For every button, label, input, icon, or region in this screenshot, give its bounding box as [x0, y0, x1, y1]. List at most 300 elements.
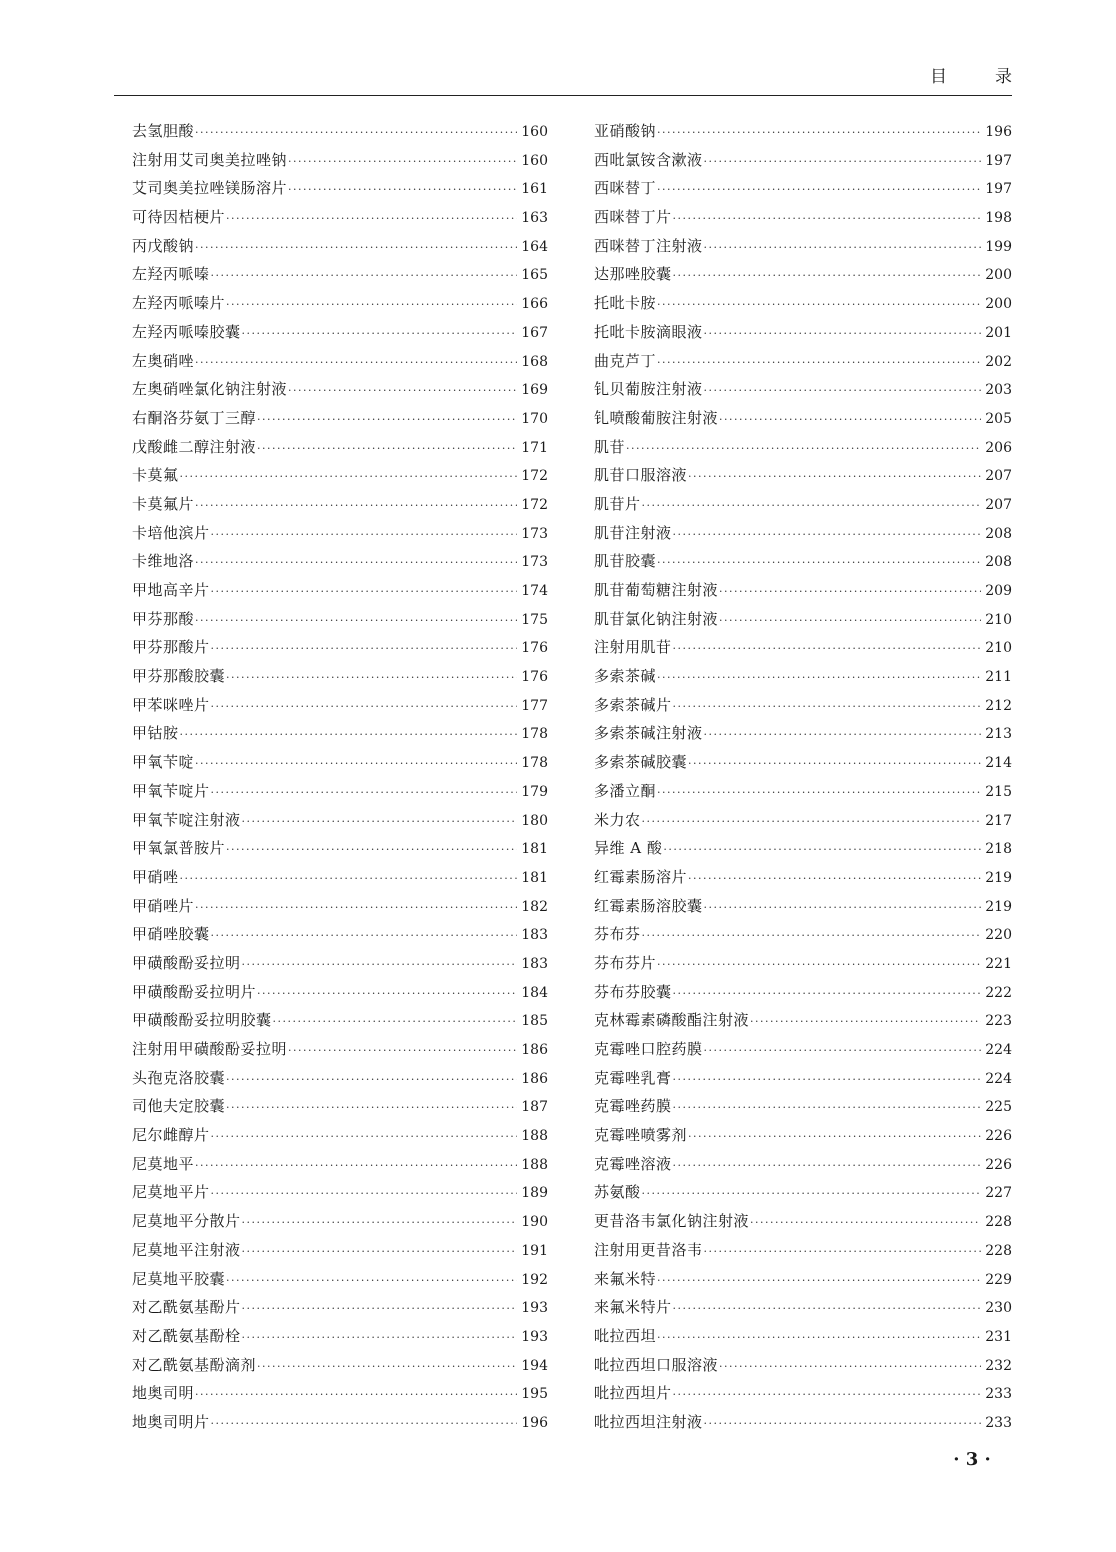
toc-entry-name: 右酮洛芬氨丁三醇 — [132, 408, 257, 427]
toc-entry[interactable] — [594, 1038, 1012, 1067]
toc-leader-dots — [750, 1015, 981, 1028]
toc-leader-dots — [673, 269, 982, 282]
toc-entry-page: 161 — [521, 181, 548, 198]
toc-entry-name: 司他夫定胶囊 — [132, 1097, 226, 1116]
toc-entry-page: 166 — [521, 296, 548, 313]
toc-entry[interactable] — [594, 550, 1012, 579]
toc-entry[interactable] — [132, 1411, 548, 1440]
toc-entry-page: 233 — [985, 1386, 1012, 1403]
toc-entry-name: 来氟米特片 — [594, 1298, 672, 1317]
toc-entry[interactable] — [132, 1153, 548, 1182]
toc-entry-page: 193 — [521, 1328, 548, 1345]
toc-entry-name: 曲克芦丁 — [594, 351, 657, 370]
toc-leader-dots — [226, 1274, 517, 1287]
toc-leader-dots — [288, 384, 517, 397]
toc-entry[interactable] — [132, 722, 548, 751]
toc-entry[interactable] — [132, 206, 548, 235]
toc-leader-dots — [704, 155, 982, 168]
header-title-char-1: 目 — [930, 67, 947, 87]
toc-entry[interactable] — [594, 263, 1012, 292]
toc-leader-dots — [704, 901, 982, 914]
toc-entry-page: 173 — [521, 525, 548, 542]
toc-entry[interactable] — [132, 1067, 548, 1096]
toc-entry-page: 164 — [521, 238, 548, 255]
toc-entry-page: 219 — [985, 869, 1012, 886]
toc-entry-name: 卡维地洛 — [132, 552, 195, 571]
toc-entry[interactable] — [594, 608, 1012, 637]
toc-entry[interactable] — [594, 1354, 1012, 1383]
toc-leader-dots — [719, 585, 981, 598]
toc-leader-dots — [673, 1101, 982, 1114]
toc-leader-dots — [211, 585, 518, 598]
toc-entry-name: 可待因桔梗片 — [132, 208, 226, 227]
toc-leader-dots — [242, 958, 518, 971]
toc-leader-dots — [673, 642, 982, 655]
toc-leader-dots — [673, 700, 982, 713]
toc-entry-name: 艾司奥美拉唑镁肠溶片 — [132, 179, 288, 198]
toc-leader-dots — [673, 1073, 982, 1086]
toc-entry[interactable] — [132, 1296, 548, 1325]
toc-entry[interactable] — [594, 1239, 1012, 1268]
toc-entry-name: 甲氧苄啶注射液 — [132, 810, 241, 829]
toc-entry[interactable] — [132, 665, 548, 694]
toc-entry-name: 西咪替丁注射液 — [594, 236, 703, 255]
toc-entry-name: 甲芬那酸片 — [132, 638, 210, 657]
header-divider — [114, 95, 1012, 96]
toc-entry-page: 196 — [985, 124, 1012, 140]
toc-leader-dots — [211, 929, 518, 942]
toc-entry[interactable] — [132, 895, 548, 924]
toc-entry-page: 229 — [985, 1271, 1012, 1288]
toc-entry[interactable] — [594, 1153, 1012, 1182]
toc-entry[interactable] — [132, 321, 548, 350]
toc-entry-name: 地奥司明片 — [132, 1412, 210, 1431]
toc-entry[interactable] — [132, 407, 548, 436]
toc-entry-name: 西咪替丁 — [594, 179, 657, 198]
toc-entry-page: 228 — [985, 1214, 1012, 1231]
toc-entry-page: 217 — [985, 812, 1012, 829]
toc-entry-name: 芬布芬片 — [594, 953, 657, 972]
toc-entry-page: 173 — [521, 554, 548, 571]
toc-entry-page: 214 — [985, 755, 1012, 772]
toc-entry-name: 卡培他滨片 — [132, 523, 210, 542]
toc-entry-page: 189 — [521, 1185, 548, 1202]
toc-entry[interactable] — [132, 1210, 548, 1239]
toc-leader-dots — [195, 757, 517, 770]
toc-entry-name: 亚硝酸钠 — [594, 122, 657, 140]
toc-entry-page: 211 — [985, 669, 1012, 686]
toc-leader-dots — [211, 1417, 518, 1430]
toc-entry-name: 注射用更昔洛韦 — [594, 1240, 703, 1259]
toc-leader-dots — [704, 1245, 982, 1258]
toc-entry[interactable] — [132, 1239, 548, 1268]
toc-entry-page: 226 — [985, 1128, 1012, 1145]
toc-entry-name: 卡莫氟片 — [132, 494, 195, 513]
toc-entry[interactable] — [132, 292, 548, 321]
toc-entry-name: 尼尔雌醇片 — [132, 1126, 210, 1145]
toc-entry[interactable] — [594, 407, 1012, 436]
toc-entry-name: 西咪替丁片 — [594, 208, 672, 227]
toc-left-column — [132, 120, 548, 1440]
toc-leader-dots — [657, 126, 981, 139]
toc-leader-dots — [195, 499, 517, 512]
toc-leader-dots — [750, 1216, 981, 1229]
toc-entry[interactable] — [132, 493, 548, 522]
toc-entry-page: 175 — [521, 611, 548, 628]
toc-entry-name: 西吡氯铵含漱液 — [594, 150, 703, 169]
toc-entry-page: 232 — [985, 1357, 1012, 1374]
toc-entry-page: 207 — [985, 468, 1012, 485]
toc-entry[interactable] — [132, 694, 548, 723]
toc-entry-name: 钆贝葡胺注射液 — [594, 380, 703, 399]
toc-entry[interactable] — [132, 120, 548, 149]
toc-leader-dots — [626, 442, 981, 455]
toc-leader-dots — [226, 298, 517, 311]
toc-entry-page: 202 — [985, 353, 1012, 370]
toc-entry-page: 165 — [521, 267, 548, 284]
toc-entry-page: 220 — [985, 927, 1012, 944]
toc-entry[interactable] — [594, 493, 1012, 522]
toc-entry-name: 左羟丙哌嗪胶囊 — [132, 322, 241, 341]
toc-entry-page: 182 — [521, 898, 548, 915]
toc-entry-page: 218 — [985, 841, 1012, 858]
toc-leader-dots — [657, 356, 981, 369]
toc-entry-name: 克霉唑乳膏 — [594, 1068, 672, 1087]
toc-entry[interactable] — [594, 952, 1012, 981]
toc-entry-page: 169 — [521, 382, 548, 399]
toc-entry-page: 186 — [521, 1070, 548, 1087]
toc-leader-dots — [257, 442, 517, 455]
toc-entry-name: 苏氨酸 — [594, 1183, 641, 1202]
toc-entry[interactable] — [132, 350, 548, 379]
toc-leader-dots — [288, 183, 517, 196]
toc-leader-dots — [211, 700, 518, 713]
toc-entry-page: 185 — [521, 1013, 548, 1030]
toc-entry-name: 多索茶碱注射液 — [594, 724, 703, 743]
toc-entry[interactable] — [594, 1268, 1012, 1297]
toc-entry-page: 210 — [985, 611, 1012, 628]
toc-entry[interactable] — [594, 1181, 1012, 1210]
toc-entry-page: 194 — [521, 1357, 548, 1374]
toc-entry[interactable] — [594, 1296, 1012, 1325]
toc-entry-page: 181 — [521, 869, 548, 886]
toc-leader-dots — [704, 241, 982, 254]
toc-entry-name: 多索茶碱胶囊 — [594, 753, 688, 772]
toc-entry[interactable] — [132, 522, 548, 551]
toc-entry-page: 188 — [521, 1128, 548, 1145]
toc-entry-page: 227 — [985, 1185, 1012, 1202]
toc-entry-name: 左羟丙哌嗪 — [132, 265, 210, 284]
toc-entry[interactable] — [594, 1124, 1012, 1153]
toc-entry[interactable] — [132, 579, 548, 608]
toc-entry[interactable] — [132, 436, 548, 465]
toc-entry-page: 208 — [985, 554, 1012, 571]
toc-entry-page: 212 — [985, 697, 1012, 714]
toc-entry-page: 168 — [521, 353, 548, 370]
toc-leader-dots — [288, 155, 517, 168]
toc-entry-page: 179 — [521, 783, 548, 800]
toc-leader-dots — [242, 1245, 518, 1258]
toc-entry-page: 183 — [521, 955, 548, 972]
toc-leader-dots — [673, 528, 982, 541]
toc-entry-name: 吡拉西坦注射液 — [594, 1412, 703, 1431]
toc-leader-dots — [195, 1388, 517, 1401]
toc-entry-name: 达那唑胶囊 — [594, 265, 672, 284]
toc-entry-page: 178 — [521, 755, 548, 772]
toc-entry-name: 克林霉素磷酸酯注射液 — [594, 1011, 750, 1030]
toc-entry-name: 尼莫地平片 — [132, 1183, 210, 1202]
toc-leader-dots — [657, 1331, 981, 1344]
toc-entry[interactable] — [594, 981, 1012, 1010]
toc-entry[interactable] — [132, 1095, 548, 1124]
toc-leader-dots — [226, 212, 517, 225]
toc-entry[interactable] — [594, 235, 1012, 264]
toc-entry[interactable] — [594, 1095, 1012, 1124]
toc-entry-name: 甲磺酸酚妥拉明 — [132, 953, 241, 972]
toc-leader-dots — [195, 356, 517, 369]
toc-entry-name: 芬布芬胶囊 — [594, 982, 672, 1001]
toc-leader-dots — [719, 614, 981, 627]
toc-entry[interactable] — [594, 1210, 1012, 1239]
toc-entry-name: 尼莫地平胶囊 — [132, 1269, 226, 1288]
toc-leader-dots — [657, 786, 981, 799]
toc-entry-name: 肌苷注射液 — [594, 523, 672, 542]
toc-entry-page: 195 — [521, 1386, 548, 1403]
toc-leader-dots — [673, 212, 982, 225]
toc-entry[interactable] — [594, 866, 1012, 895]
toc-entry[interactable] — [594, 321, 1012, 350]
toc-leader-dots — [180, 728, 518, 741]
toc-entry-name: 克霉唑溶液 — [594, 1154, 672, 1173]
toc-entry-name: 吡拉西坦片 — [594, 1384, 672, 1403]
toc-entry-name: 左奥硝唑 — [132, 351, 195, 370]
toc-entry-page: 171 — [521, 439, 548, 456]
toc-entry-page: 226 — [985, 1156, 1012, 1173]
toc-entry-name: 肌苷胶囊 — [594, 552, 657, 571]
header-title-char-2: 录 — [995, 67, 1012, 87]
toc-entry-page: 176 — [521, 640, 548, 657]
toc-leader-dots — [180, 872, 518, 885]
toc-entry[interactable] — [132, 235, 548, 264]
toc-leader-dots — [257, 1360, 517, 1373]
toc-entry-name: 克霉唑药膜 — [594, 1097, 672, 1116]
toc-entry-name: 左奥硝唑氯化钠注射液 — [132, 380, 288, 399]
toc-entry-page: 186 — [521, 1042, 548, 1058]
toc-entry[interactable] — [132, 866, 548, 895]
toc-entry[interactable] — [594, 837, 1012, 866]
toc-entry[interactable] — [132, 464, 548, 493]
toc-entry-name: 多潘立酮 — [594, 781, 657, 800]
toc-entry[interactable] — [132, 1038, 548, 1067]
toc-leader-dots — [226, 1101, 517, 1114]
toc-entry[interactable] — [594, 350, 1012, 379]
toc-entry-page: 201 — [985, 324, 1012, 341]
toc-leader-dots — [657, 298, 981, 311]
toc-leader-dots — [195, 901, 517, 914]
toc-entry-page: 170 — [521, 410, 548, 427]
page-number: · 3 · — [953, 1449, 991, 1470]
toc-entry-name: 左羟丙哌嗪片 — [132, 294, 226, 313]
toc-entry[interactable] — [594, 923, 1012, 952]
toc-entry[interactable] — [132, 952, 548, 981]
toc-leader-dots — [195, 1159, 517, 1172]
toc-entry[interactable] — [594, 292, 1012, 321]
toc-entry[interactable] — [594, 1009, 1012, 1038]
toc-entry-name: 甲磺酸酚妥拉明片 — [132, 982, 257, 1001]
toc-entry[interactable] — [132, 1354, 548, 1383]
toc-entry-page: 203 — [985, 382, 1012, 399]
toc-entry-name: 尼莫地平注射液 — [132, 1240, 241, 1259]
toc-entry-page: 176 — [521, 669, 548, 686]
toc-leader-dots — [242, 1331, 518, 1344]
toc-entry-page: 219 — [985, 898, 1012, 915]
toc-entry[interactable] — [594, 1411, 1012, 1440]
toc-entry-name: 甲苯咪唑片 — [132, 695, 210, 714]
toc-entry-page: 200 — [985, 296, 1012, 313]
toc-entry-name: 肌苷氯化钠注射液 — [594, 609, 719, 628]
toc-leader-dots — [211, 642, 518, 655]
toc-entry-page: 191 — [521, 1242, 548, 1259]
toc-entry-page: 200 — [985, 267, 1012, 284]
toc-leader-dots — [226, 1073, 517, 1086]
toc-leader-dots — [673, 1302, 982, 1315]
toc-entry[interactable] — [594, 780, 1012, 809]
toc-entry-page: 199 — [985, 238, 1012, 255]
toc-entry-page: 190 — [521, 1214, 548, 1231]
toc-leader-dots — [211, 786, 518, 799]
toc-entry-name: 异维 A 酸 — [594, 839, 663, 858]
toc-entry[interactable] — [132, 837, 548, 866]
toc-entry-page: 188 — [521, 1156, 548, 1173]
toc-entry[interactable] — [132, 1325, 548, 1354]
toc-entry[interactable] — [594, 579, 1012, 608]
toc-entry[interactable] — [132, 1009, 548, 1038]
toc-leader-dots — [688, 872, 981, 885]
toc-entry[interactable] — [594, 1325, 1012, 1354]
toc-entry-name: 对乙酰氨基酚片 — [132, 1298, 241, 1317]
toc-entry[interactable] — [594, 436, 1012, 465]
toc-leader-dots — [704, 1417, 982, 1430]
toc-entry[interactable] — [594, 665, 1012, 694]
toc-entry[interactable] — [594, 177, 1012, 206]
toc-entry[interactable] — [594, 206, 1012, 235]
toc-entry-name: 甲硝唑片 — [132, 896, 195, 915]
toc-entry-page: 224 — [985, 1070, 1012, 1087]
toc-entry-name: 米力农 — [594, 810, 641, 829]
toc-entry[interactable] — [594, 522, 1012, 551]
toc-entry-name: 来氟米特 — [594, 1269, 657, 1288]
toc-entry[interactable] — [132, 550, 548, 579]
toc-entry-name: 肌苷葡萄糖注射液 — [594, 581, 719, 599]
toc-entry[interactable] — [594, 751, 1012, 780]
toc-entry-page: 206 — [985, 439, 1012, 456]
toc-entry-name: 钆喷酸葡胺注射液 — [594, 408, 719, 427]
page-header-title — [930, 62, 1012, 87]
toc-entry-page: 213 — [985, 726, 1012, 743]
toc-entry-name: 丙戊酸钠 — [132, 236, 195, 255]
toc-entry[interactable] — [132, 780, 548, 809]
toc-leader-dots — [211, 269, 518, 282]
toc-entry[interactable] — [132, 608, 548, 637]
toc-leader-dots — [226, 843, 517, 856]
toc-entry[interactable] — [594, 722, 1012, 751]
toc-entry-name: 甲氧苄啶片 — [132, 781, 210, 800]
toc-entry-name: 多索茶碱片 — [594, 695, 672, 714]
toc-entry-name: 甲钴胺 — [132, 724, 179, 743]
toc-entry[interactable] — [132, 751, 548, 780]
toc-entry-page: 207 — [985, 496, 1012, 513]
toc-entry[interactable] — [594, 149, 1012, 178]
toc-leader-dots — [642, 499, 982, 512]
toc-entry[interactable] — [132, 263, 548, 292]
toc-entry-page: 197 — [985, 152, 1012, 169]
toc-entry-name: 尼莫地平 — [132, 1154, 195, 1173]
toc-entry-name: 吡拉西坦 — [594, 1326, 657, 1345]
toc-entry-name: 更昔洛韦氯化钠注射液 — [594, 1212, 750, 1231]
toc-entry[interactable] — [594, 1067, 1012, 1096]
toc-entry-page: 184 — [521, 984, 548, 1001]
toc-entry[interactable] — [594, 1382, 1012, 1411]
toc-entry[interactable] — [132, 149, 548, 178]
toc-entry[interactable] — [132, 981, 548, 1010]
toc-leader-dots — [242, 1216, 518, 1229]
toc-entry[interactable] — [132, 378, 548, 407]
toc-entry-page: 198 — [985, 210, 1012, 227]
toc-entry-page: 160 — [521, 124, 548, 140]
toc-entry[interactable] — [594, 809, 1012, 838]
toc-leader-dots — [211, 1187, 518, 1200]
toc-entry-name: 吡拉西坦口服溶液 — [594, 1355, 719, 1374]
toc-leader-dots — [657, 183, 981, 196]
toc-leader-dots — [257, 413, 517, 426]
toc-leader-dots — [195, 126, 517, 139]
toc-entry-page: 225 — [985, 1099, 1012, 1116]
toc-entry[interactable] — [594, 464, 1012, 493]
toc-leader-dots — [657, 958, 981, 971]
toc-entry-name: 红霉素肠溶胶囊 — [594, 896, 703, 915]
toc-entry-name: 多索茶碱 — [594, 667, 657, 686]
toc-entry[interactable] — [594, 636, 1012, 665]
toc-entry[interactable] — [594, 895, 1012, 924]
toc-entry[interactable] — [594, 694, 1012, 723]
toc-entry-name: 甲芬那酸胶囊 — [132, 667, 226, 686]
toc-entry-page: 187 — [521, 1099, 548, 1116]
toc-entry-name: 注射用艾司奥美拉唑钠 — [132, 150, 288, 169]
toc-entry-page: 215 — [985, 783, 1012, 800]
toc-leader-dots — [688, 1130, 981, 1143]
toc-leader-dots — [704, 1044, 982, 1057]
toc-entry[interactable] — [132, 1268, 548, 1297]
toc-entry[interactable] — [132, 636, 548, 665]
toc-entry[interactable] — [132, 1124, 548, 1153]
toc-entry-page: 172 — [521, 468, 548, 485]
toc-entry-name: 卡莫氟 — [132, 466, 179, 485]
toc-entry[interactable] — [132, 1382, 548, 1411]
toc-entry[interactable] — [132, 177, 548, 206]
toc-entry[interactable] — [132, 809, 548, 838]
toc-entry[interactable] — [132, 1181, 548, 1210]
toc-leader-dots — [257, 987, 517, 1000]
toc-entry-name: 托吡卡胺滴眼液 — [594, 322, 703, 341]
toc-entry-page: 197 — [985, 181, 1012, 198]
toc-entry[interactable] — [594, 378, 1012, 407]
toc-entry[interactable] — [132, 923, 548, 952]
toc-entry[interactable] — [594, 120, 1012, 149]
toc-entry-name: 地奥司明 — [132, 1384, 195, 1403]
toc-entry-page: 192 — [521, 1271, 548, 1288]
toc-leader-dots — [657, 671, 981, 684]
toc-entry-page: 228 — [985, 1242, 1012, 1259]
